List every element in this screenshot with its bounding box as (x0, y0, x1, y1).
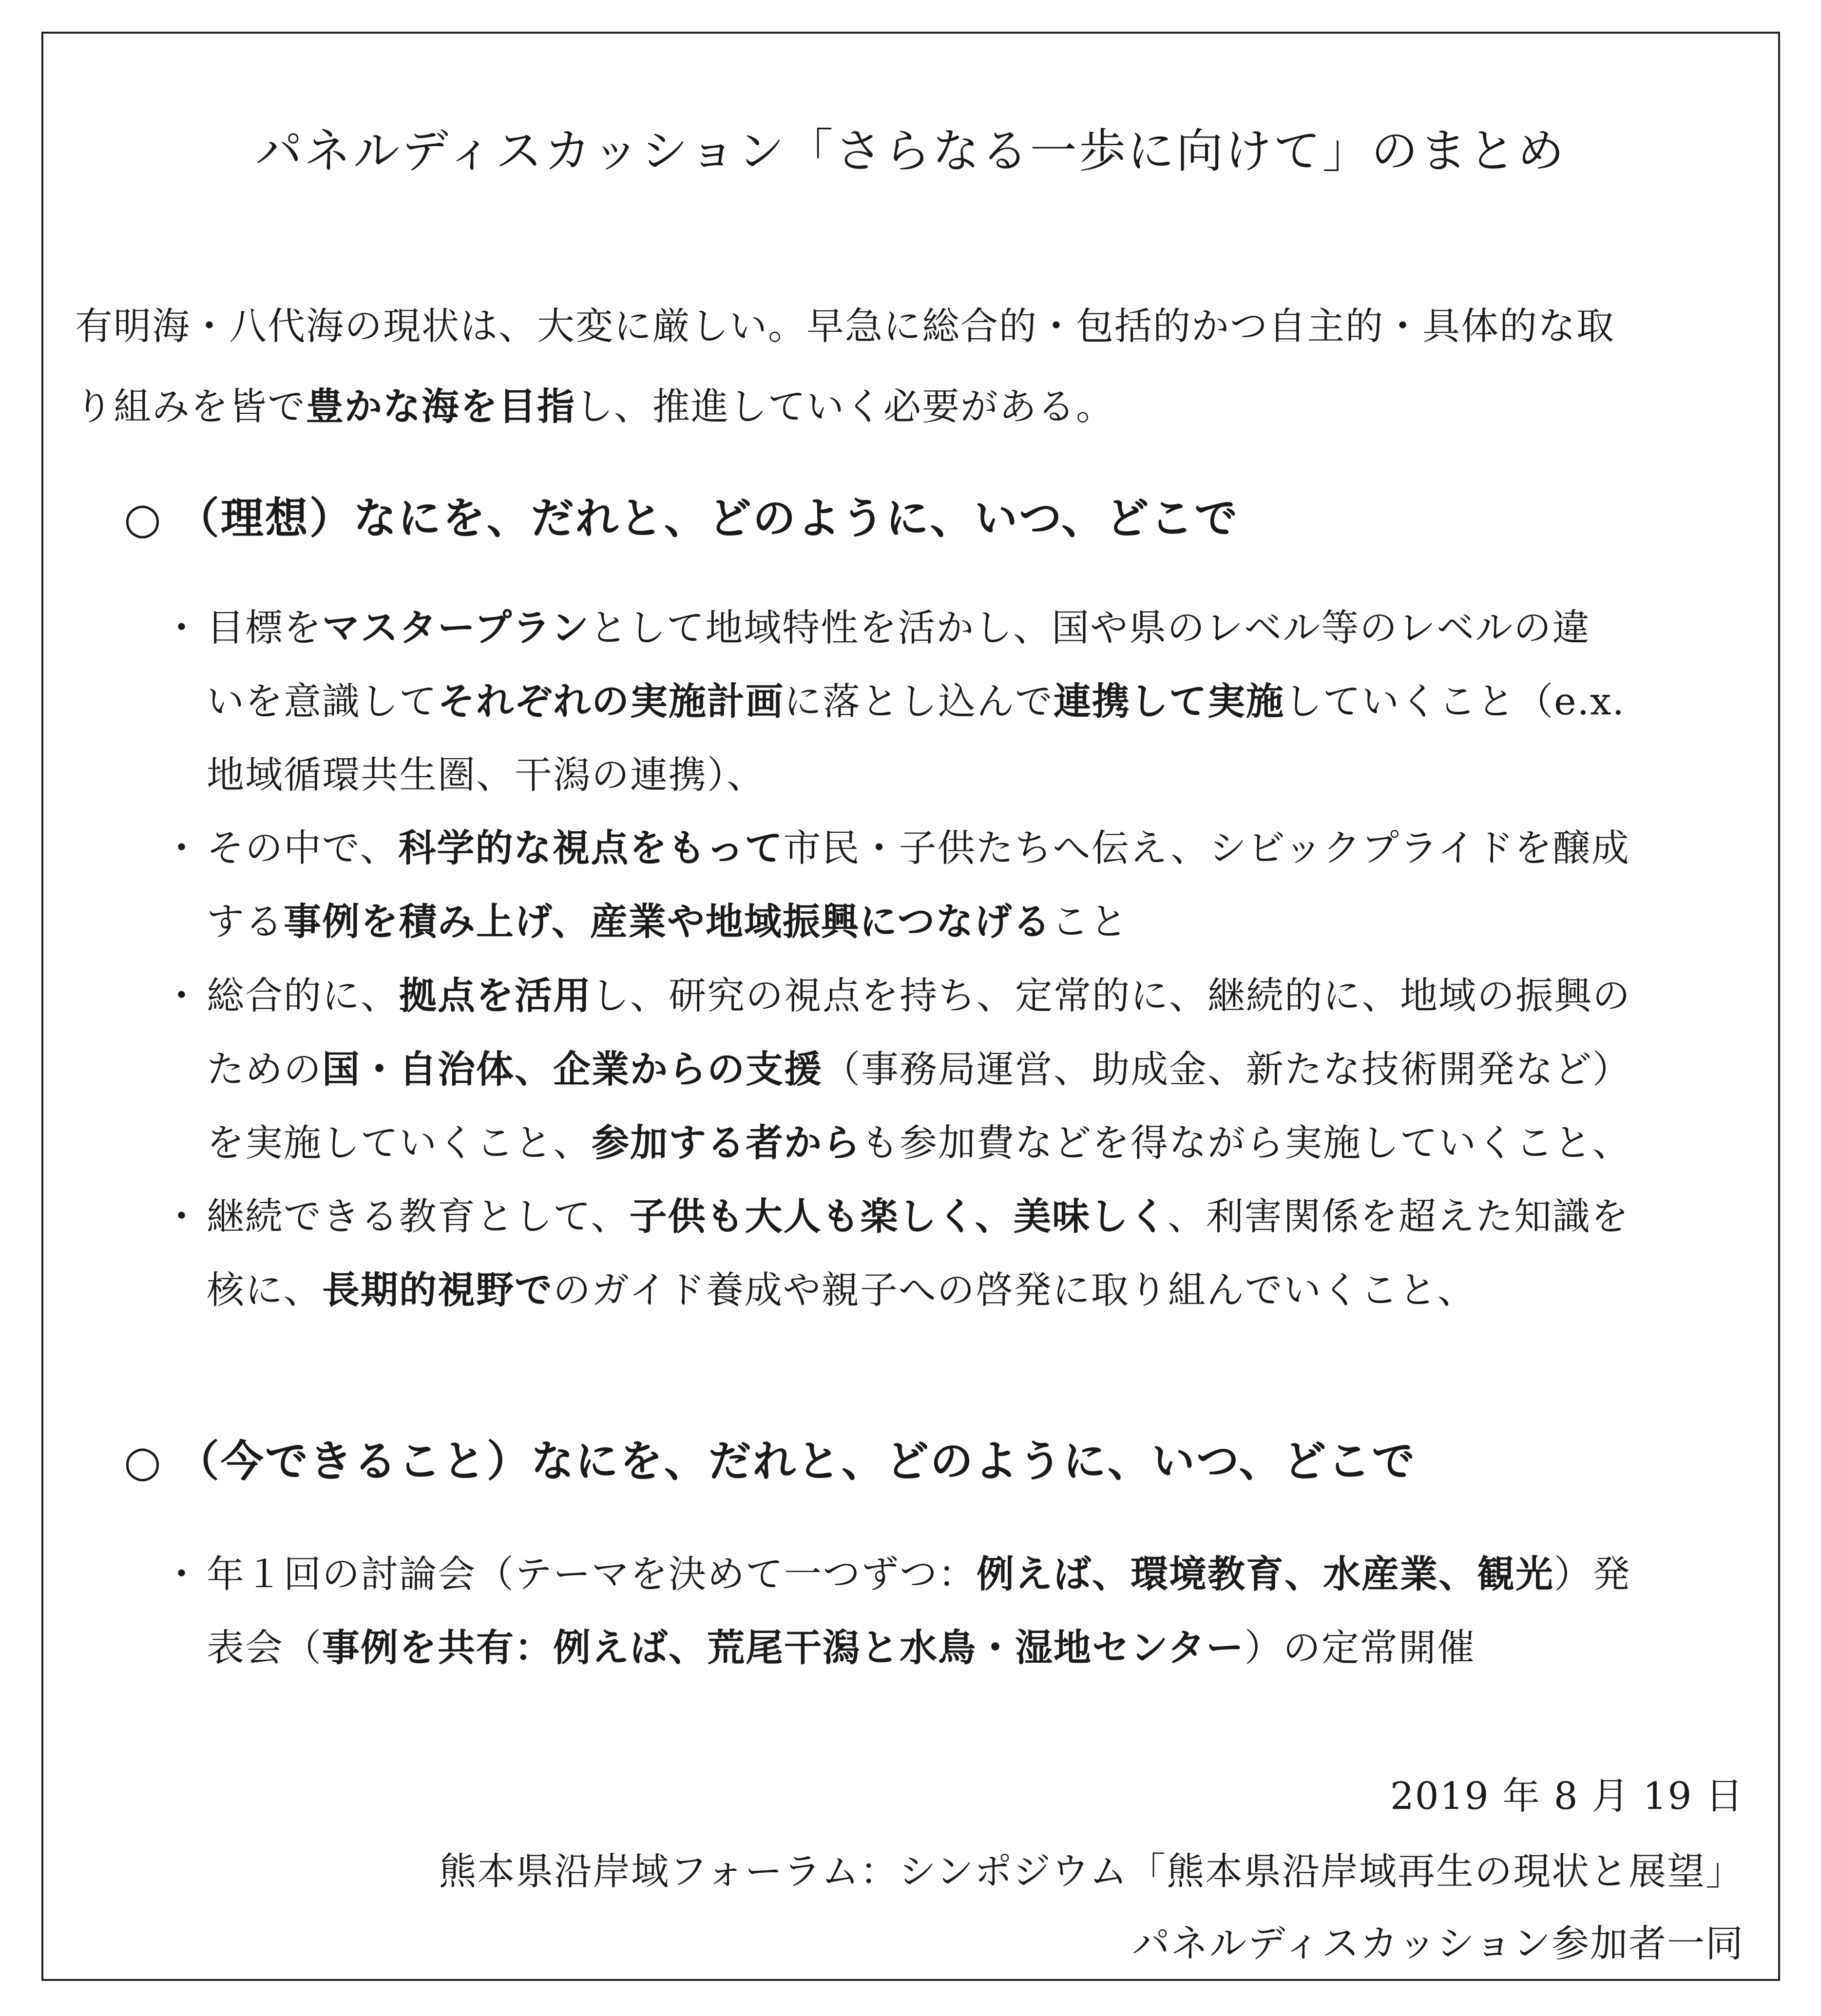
intro-line-2 (75, 367, 1751, 447)
bullet-item (163, 1538, 1631, 1685)
body-text: し、研究の視点を持ち、定常的に、継続的に、地域の振興の (592, 975, 1631, 1018)
bullet-line (207, 960, 1631, 1033)
intro-paragraph (75, 287, 1751, 447)
circle-marker: ○ (124, 1436, 163, 1486)
bullet-item (163, 812, 1630, 959)
bullet-line (207, 1612, 1631, 1685)
body-text: のガイド養成や親子への啓発に取り組んでいくこと、 (553, 1269, 1476, 1312)
body-text: も参加費などを得ながら実施していくこと、 (861, 1122, 1631, 1165)
body-text: （事務局運営、助成金、新たな技術開発など） (823, 1048, 1631, 1092)
body-text: ）の定常開催 (1244, 1627, 1476, 1670)
emphasis-text: 事例を共有：例えば、荒尾干潟と水鳥・湿地センター (322, 1626, 1245, 1670)
section-heading-text: （理想）なにを、だれと、どのように、いつ、どこで (176, 493, 1239, 543)
circle-marker: ○ (124, 493, 163, 543)
body-text: 表会（ (207, 1627, 322, 1670)
bullet-line (207, 1180, 1629, 1254)
section-heading-ideal (124, 484, 1239, 546)
emphasis-text: 拠点を活用 (399, 974, 592, 1018)
bullet-dot: ・ (163, 827, 201, 870)
body-text: ）発 (1554, 1553, 1631, 1596)
bullet-line (207, 885, 1630, 959)
body-text: その中で、 (207, 827, 399, 870)
body-text: 地域循環共生圏、干潟の連携）、 (207, 754, 766, 797)
intro-line-1: 有明海・八代海の現状は、大変に厳しい。早急に総合的・包括的かつ自主的・具体的な取 (75, 305, 1615, 348)
section-heading-now (124, 1427, 1416, 1489)
body-text: 市民・子供たちへ伝え、シビックプライドを醸成 (783, 827, 1630, 870)
footer-participants: パネルディスカッション参加者一同 (1132, 1922, 1744, 1966)
intro-emphasis: 豊かな海を目指 (306, 385, 575, 429)
emphasis-text: 連携して実施 (1054, 680, 1284, 724)
bullet-line (207, 1538, 1631, 1612)
body-text: として地域特性を活かし、国や県のレベル等のレベルの違 (590, 607, 1591, 650)
emphasis-text: それぞれの実施計画 (438, 680, 784, 724)
bullet-item (163, 960, 1631, 1180)
emphasis-text: 子供も大人も楽しく、美味しく (629, 1195, 1168, 1239)
emphasis-text: 例えば、環境教育、水産業、観光 (977, 1553, 1554, 1596)
body-text: していくこと（e.x. (1284, 680, 1625, 724)
footer-date: 2019 年 8 月 19 日 (1390, 1775, 1744, 1818)
body-text: 総合的に、 (207, 975, 399, 1018)
body-text: いを意識して (207, 680, 438, 724)
emphasis-text: 事例を積み上げ、産業や地域振興につなげる (284, 900, 1052, 944)
body-text: 目標を (207, 607, 322, 650)
intro-text: り組みを皆で (75, 385, 306, 429)
body-text: 核に、 (207, 1269, 322, 1312)
body-text: する (207, 901, 284, 944)
emphasis-text: 科学的な視点をもって (398, 826, 784, 870)
body-text: ための (207, 1048, 322, 1092)
emphasis-text: 参加する者から (592, 1121, 861, 1165)
page-title: パネルディスカッション「さらなる一歩に向けて」のまとめ (255, 124, 1566, 178)
bullet-dot: ・ (163, 607, 201, 650)
emphasis-text: 長期的視野で (322, 1268, 553, 1312)
bullet-line (207, 812, 1630, 885)
bullet-line (207, 739, 1625, 812)
bullet-line (207, 1033, 1631, 1107)
emphasis-text: 国・自治体、企業からの支援 (322, 1048, 823, 1092)
body-text: 年１回の討論会（テーマを決めて一つずつ： (207, 1553, 977, 1596)
bullet-dot: ・ (163, 1195, 201, 1239)
document-frame (41, 32, 1780, 1981)
body-text: 、利害関係を超えた知識を (1167, 1195, 1629, 1239)
body-text: を実施していくこと、 (207, 1122, 592, 1165)
bullet-item (163, 1180, 1629, 1327)
body-text: こと (1051, 901, 1129, 944)
bullet-dot: ・ (163, 1553, 201, 1596)
bullet-line (207, 592, 1625, 665)
bullet-line (207, 1107, 1631, 1180)
bullet-line (207, 1254, 1629, 1327)
section-heading-text: （今できること）なにを、だれと、どのように、いつ、どこで (176, 1436, 1417, 1486)
bullet-item (163, 592, 1625, 812)
body-text: に落とし込んで (784, 680, 1054, 724)
bullet-dot: ・ (163, 975, 201, 1018)
body-text: 継続できる教育として、 (207, 1195, 630, 1239)
bullet-line (207, 665, 1625, 739)
intro-text: し、推進していく必要がある。 (575, 385, 1114, 429)
footer-event: 熊本県沿岸域フォーラム：シンポジウム「熊本県沿岸域再生の現状と展望」 (439, 1850, 1744, 1894)
emphasis-text: マスタープラン (322, 606, 590, 650)
